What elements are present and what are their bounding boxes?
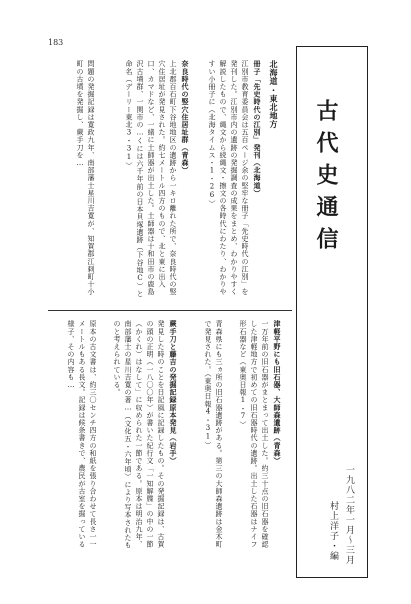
entry-body: 江別市教育委員会は五百ページ余の堅牢な冊子「先史時代の江別」を発刊した。江別市内の遺跡の発掘調査の成果をまとめ、わかりやすく解説したもので、縄文から続縄文・擦文の各時代にわたり、わかりやすい小冊子に（北海タイムス・1・26）	[208, 60, 249, 296]
entry-title: 蕨手刀と藤吉の発掘記録原本発見（岩手）	[169, 320, 178, 465]
section-heading: 北海道・東北地方	[269, 60, 279, 129]
entry-title: 冊子「先史時代の江別」発刊（北海道）	[253, 60, 262, 197]
entry-body: 上北郡百石町下谷地地区の遺跡から一キロ離れた所で、奈良時代の竪穴住居址が発見された。約七メートル四方のもので、北と東に出入口、カマドなど、一緒に土師器が出土した。土師器は十和田市の鹿島沢古墳群、一関市の…くには六千年前の日本貝塚遺跡（下谷地C）と命名（デーリー東北3・31）	[125, 60, 177, 298]
entry-body: 発見した時のことを日記風に記録したもの。その発掘記録は、古賀の頭の正明（一八〇〇年）が書いた紀行文「一知解牒」の中の一節（かくれ）はなして」に収められた一節である。原本は明治九年、南部藩士の星川吉寛の著…（文化五・六年頃）により写本されたものと考えられている。	[113, 320, 165, 549]
document-date: 一九八二年一月〜三月	[344, 465, 354, 565]
entry-body: 青森県にも三ヵ所の旧石器遺跡がある。第三の大師森遺跡は金木町で発見された。（東奥日報4・31）	[204, 320, 223, 548]
document-title: 古代史通信	[313, 99, 339, 259]
entry-body: 一万年前の旧石器がまとまって出土した。約三十点の旧石器を確認した津軽地方で初めての旧石器時代の遺跡。出土した石器はナイフ形石器など（東奥日報1・7）	[239, 320, 269, 548]
entry-body: 問題の発掘記録は寛政九年、南部藩士星川吉寛が、知賀郡江刺町十小町の古墳を発掘し、蕨手刀を…	[76, 60, 95, 296]
divider	[48, 310, 292, 311]
title-box	[296, 46, 368, 578]
entry-title: 奈良時代の竪穴住居址群（青森）	[181, 60, 190, 174]
document-author: 村上洋子・編	[328, 501, 338, 561]
entry-body: 原本の古文書は、約三〇センチ四方の和紙を張り合わせて長さ一一メートルもある長文。記録は候条書きで、農民が古室を掘っている様子、その内容も…	[67, 320, 97, 548]
page-number: 183	[48, 38, 64, 47]
entry-title: 津軽平野にも旧石器、大師森遺跡（青森）	[273, 320, 282, 465]
